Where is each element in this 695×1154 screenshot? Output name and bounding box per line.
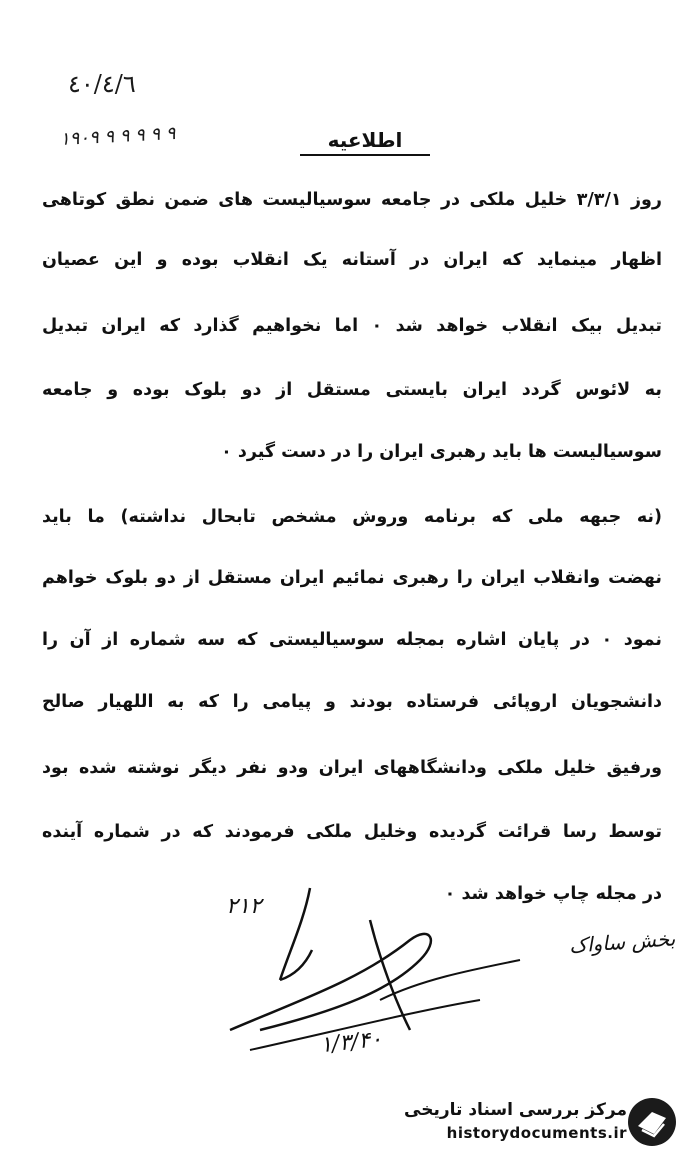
body-line: تبدیل بیک انقلاب خواهد شد ۰ اما نخواهیم گذارد که ایران تبدیل bbox=[42, 316, 662, 336]
body-line: اظهار مینماید که ایران در آستانه یک انقلاب بوده و این عصیان bbox=[42, 250, 662, 270]
body-line: نمود ۰ در پایان اشاره بمجله سوسیالیستی که سه شماره از آن را bbox=[42, 630, 662, 650]
signature-number: ۲۱۲ bbox=[226, 894, 262, 919]
body-line: در مجله چاپ خواهد شد ۰ bbox=[444, 884, 662, 904]
handwritten-note: ۱۹۰۹ ۹ ۹ ۹ ۹ ۹ bbox=[59, 122, 177, 151]
archive-site[interactable]: historydocuments.ir bbox=[446, 1124, 627, 1142]
body-line: روز ۳/۳/۱ خلیل ملکی در جامعه سوسیالیست های ضمن نطق کوتاهی bbox=[42, 190, 662, 210]
signature-date: ۱/۳/۴۰ bbox=[318, 1026, 384, 1059]
body-line: توسط رسا قرائت گردیده وخلیل ملکی فرمودند که در شماره آینده bbox=[42, 822, 662, 842]
body-line: سوسیالیست ها باید رهبری ایران را در دست گیرد ۰ bbox=[221, 442, 662, 462]
body-line: دانشجویان اروپائی فرستاده بودند و پیامی را که به اللهیار صالح bbox=[42, 692, 662, 712]
signature-note: بخش ساواک bbox=[567, 926, 676, 958]
archive-name: مرکز بررسی اسناد تاریخی bbox=[404, 1100, 627, 1120]
document-title: اطلاعیه bbox=[300, 128, 430, 156]
date-stamp: ٤٠/٤/٦ bbox=[68, 70, 136, 98]
body-line: ورفیق خلیل ملکی ودانشگاههای ایران ودو نفر دیگر نوشته شده بود bbox=[42, 758, 662, 778]
signature-scribble bbox=[220, 880, 640, 1070]
body-line: نهضت وانقلاب ایران را رهبری نمائیم ایران مستقل از دو بلوک خواهم bbox=[42, 568, 662, 588]
body-line: (نه جبهه ملی که برنامه وروش مشخص تابحال نداشته) ما باید bbox=[42, 507, 662, 527]
book-logo-icon bbox=[626, 1096, 678, 1148]
body-line: به لائوس گردد ایران بایستی مستقل از دو بلوک بوده و جامعه bbox=[42, 380, 662, 400]
